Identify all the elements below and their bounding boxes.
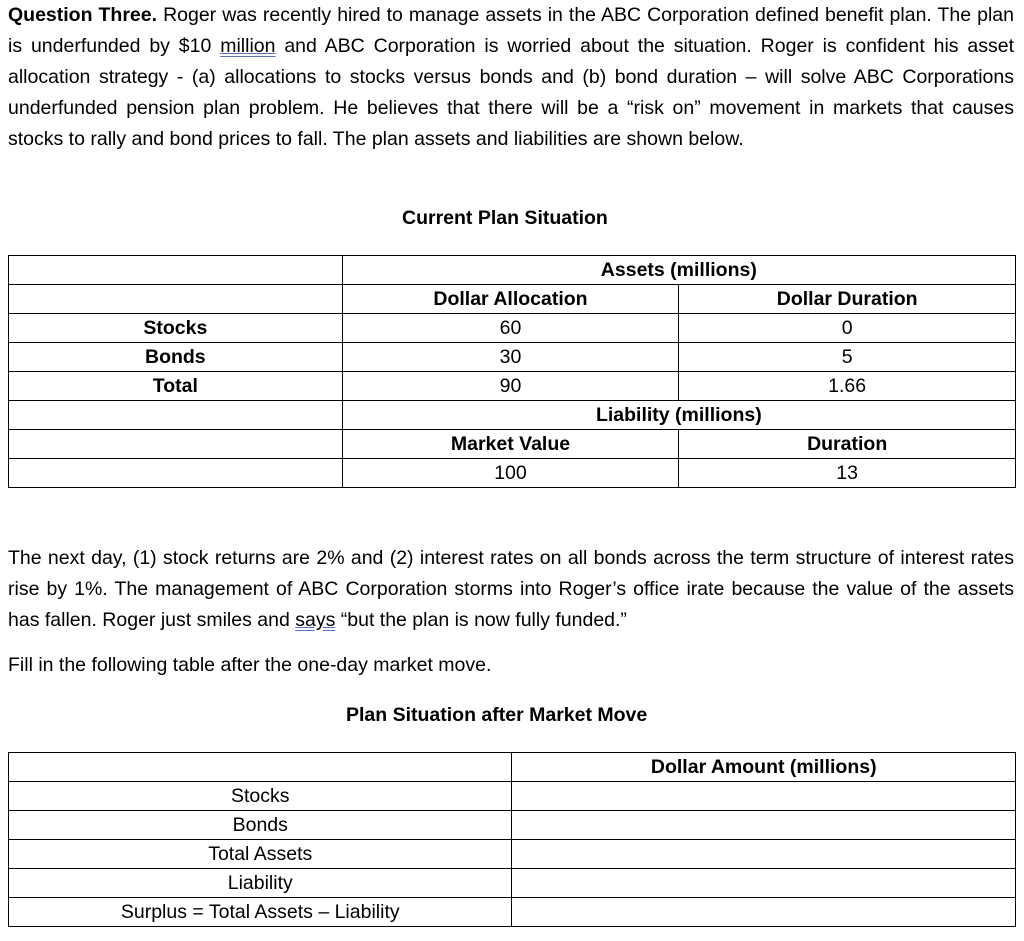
table-row [9,840,1016,869]
after-move-table [8,752,1016,927]
table-row [9,869,1016,898]
middle-paragraph [8,543,1014,636]
current-plan-table [8,255,1016,488]
empty-cell [9,753,512,782]
table-row [9,430,1016,459]
empty-cell [9,459,343,488]
table-row [9,401,1016,430]
col-dollar-amount: Dollar Amount (millions) [512,753,1016,782]
allocation-value: 60 [342,314,679,343]
empty-cell [9,285,343,314]
liability-duration: 13 [679,459,1016,488]
table-row [9,782,1016,811]
table-row [9,459,1016,488]
row-label: Stocks [9,314,343,343]
table1-title: Current Plan Situation [402,207,608,229]
table2-title: Plan Situation after Market Move [346,704,648,726]
liability-header: Liability (millions) [342,401,1015,430]
duration-value: 5 [679,343,1016,372]
question-title: Question Three. [8,4,158,26]
col-dollar-duration: Dollar Duration [679,285,1016,314]
empty-cell [9,401,343,430]
allocation-value: 90 [342,372,679,401]
intro-paragraph [8,0,1014,155]
duration-value: 1.66 [679,372,1016,401]
col-dollar-allocation: Dollar Allocation [342,285,679,314]
row-label: Total [9,372,343,401]
empty-cell [9,430,343,459]
answer-cell-bonds[interactable] [512,811,1016,840]
allocation-value: 30 [342,343,679,372]
row-label: Surplus = Total Assets – Liability [9,898,512,927]
middle-text-2: “but the plan is now fully funded.” [335,609,627,631]
table-row [9,285,1016,314]
table-row [9,314,1016,343]
row-label: Bonds [9,811,512,840]
answer-cell-liability[interactable] [512,869,1016,898]
answer-cell-total-assets[interactable] [512,840,1016,869]
table-row [9,753,1016,782]
answer-cell-surplus[interactable] [512,898,1016,927]
instruction-text: Fill in the following table after the one-day market move. [8,654,492,676]
assets-header: Assets (millions) [342,256,1015,285]
table-row [9,256,1016,285]
table-row [9,898,1016,927]
table-row [9,372,1016,401]
intro-text-1: Roger was recently hired to manage assets in the ABC Corporation defined benefit plan. The plan is underfunded by $10 [8,4,1014,57]
row-label: Liability [9,869,512,898]
col-duration: Duration [679,430,1016,459]
empty-cell [9,256,343,285]
middle-underlined-word: says [295,609,336,631]
middle-text-1: The next day, (1) stock returns are 2% and (2) interest rates on all bonds across the term structure of interest rates rise by 1%. The management of ABC Corporation storms into Roger’s office irate because the value of the assets has fallen. Roger just smiles and [8,547,1014,631]
row-label: Total Assets [9,840,512,869]
table-row [9,811,1016,840]
duration-value: 0 [679,314,1016,343]
row-label: Bonds [9,343,343,372]
col-market-value: Market Value [342,430,679,459]
intro-text-2: and ABC Corporation is worried about the situation. Roger is confident his asset allocation strategy - (a) allocations to stocks versus bonds and (b) bond duration – will solve ABC Corporations underfunded pension plan problem. He believes that there will be a “risk on” movement in markets that causes stocks to rally and bond prices to fall. The plan assets and liabilities are shown below. [8,35,1015,150]
row-label: Stocks [9,782,512,811]
liability-market-value: 100 [342,459,679,488]
intro-underlined-word: million [220,35,276,57]
table-row [9,343,1016,372]
answer-cell-stocks[interactable] [512,782,1016,811]
